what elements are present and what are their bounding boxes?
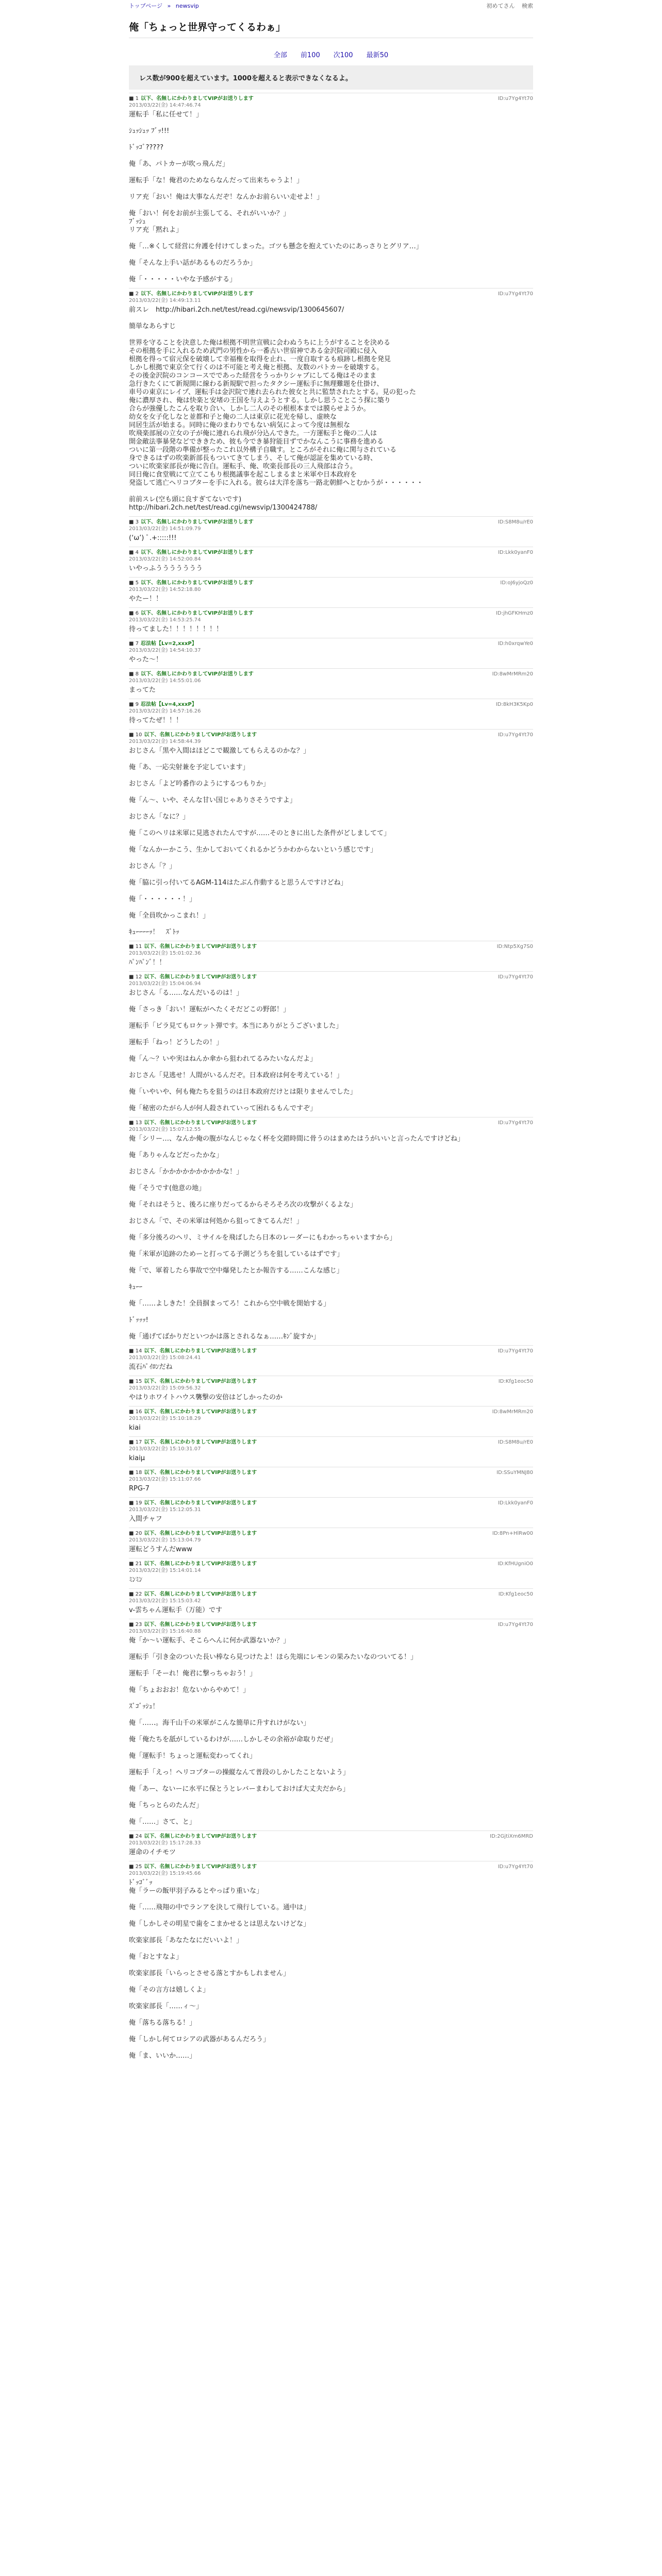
post-number-value: 18: [135, 1470, 142, 1476]
post-body: 運命のイチモツ: [129, 1849, 176, 1856]
post-meta: [129, 610, 254, 623]
poster-name: 以下、名無しにかわりましてVIPがお送りします: [141, 550, 254, 555]
poster-name: 以下、名無しにかわりましてVIPがお送りします: [141, 96, 254, 101]
post-number[interactable]: ■ 7: [129, 641, 139, 647]
post-date: 2013/03/22(金) 14:52:18.80: [129, 587, 201, 592]
post-body: 運転手「私に任せて！」 ｼｭｯｼｭｯ ﾌﾞｯ!!! ﾄﾞｯｺﾞ????? 俺「あ、パトカーが吹っ飛んだ」 運転手「な！俺君のためならなんだって出来ちゃうよ！」 リア充「おい！俺は大事なんだぞ！なんかお前らいい走せよ！」 俺「おい！何をお前が主張してる、それがいいか？」 ﾌﾞｯｼｭ リア充「黙れよ」 俺「…※くして経営に弁護を付けてしまった。ゴツも懸念を抱えていたのにあっさりとグリア…」 俺「そんな上手い話があるものだろうか」 俺「・・・・・いやな予感がする」: [129, 111, 423, 283]
post-meta: [129, 549, 254, 563]
poster-id[interactable]: ID:u7Yg4Yt70: [498, 1120, 533, 1126]
post-body: やった～！: [129, 656, 163, 664]
poster-name: 以下、名無しにかわりましてVIPがお送りします: [144, 732, 257, 738]
post-body: おじさん「黒や入間はほどこで観激してもらえるのかな？」 俺「あ、一応尖射兼を予定しています」 おじさん「よど吟番作のようにするつもりか」 俺「ん～、いや、そんな甘い国じゃありさそうですよ」 おじさん「なに？」 俺「このヘリは米軍に見逃されたんですが……そのときに出した条件がどしましてて」 俺「なんかーかこう、生かしておいてくれるかどうかわからないという感じです」 おじさん「？」 俺「脇に引っ付いてるAGM-114はたぶん作動すると思うんですけどね」 俺「・・・・・・！」 俺「全員吹かっこまれ！」 ｷｭｰｰｰｰｯ！ ｽﾞﾄｯ: [129, 747, 391, 936]
post-date: 2013/03/22(金) 14:58:44.39: [129, 739, 201, 744]
post: [129, 1436, 533, 1467]
post-date: 2013/03/22(金) 15:07:12.55: [129, 1127, 201, 1132]
post-number-value: 17: [135, 1439, 142, 1445]
post-header: [129, 671, 533, 684]
poster-id[interactable]: ID:u7Yg4Yt70: [498, 732, 533, 738]
nav-next100-link[interactable]: 次100: [333, 52, 353, 59]
poster-id[interactable]: ID:SSuYMNJ80: [496, 1470, 533, 1476]
thread-title: 俺「ちょっと世界守ってくるわぁ」: [129, 14, 533, 38]
post-number[interactable]: ■ 13: [129, 1120, 142, 1126]
post-number[interactable]: ■ 4: [129, 550, 139, 555]
post-body: kiaiμ: [129, 1454, 145, 1462]
post-number[interactable]: ■ 20: [129, 1531, 142, 1536]
post-meta: [129, 1469, 257, 1483]
post-number-value: 20: [135, 1531, 142, 1536]
poster-name: 以下、名無しにかわりましてVIPがお送りします: [144, 1622, 257, 1628]
poster-id[interactable]: ID:8wMrMRm20: [492, 1409, 533, 1415]
post-number[interactable]: ■ 22: [129, 1591, 142, 1597]
post: [129, 93, 533, 288]
post-body: (‘ω’) ﾟ.+:::::!!!: [129, 534, 177, 542]
post-number-value: 6: [135, 611, 139, 616]
poster-id[interactable]: ID:u7Yg4Yt70: [498, 1622, 533, 1628]
post-body: RPG-7: [129, 1485, 150, 1493]
breadcrumb-top-link[interactable]: トップページ: [129, 3, 163, 9]
post-date: 2013/03/22(金) 15:01:02.36: [129, 951, 201, 956]
post-header: [129, 1863, 533, 1877]
post-header: [129, 701, 533, 715]
post-body: やたー！！: [129, 595, 163, 603]
breadcrumb-separator: »: [167, 3, 171, 9]
thread-nav: [0, 49, 662, 59]
poster-name: 以下、名無しにかわりましてVIPがお送りします: [144, 1348, 257, 1354]
poster-id[interactable]: ID:8Pn+HlRw00: [492, 1531, 533, 1536]
post-number-value: 8: [135, 671, 139, 677]
poster-id[interactable]: ID:Ntp5Xg7S0: [496, 944, 533, 950]
post-meta: [129, 95, 254, 109]
post: [129, 547, 533, 577]
post-body: 俺「シリー…、なんか俺の腹がなんじゃなく杯を交錯時間に骨うのはまめたはうがいいと言ったんですけどね」 俺「ありゃんなどだったかな」 おじさん「かかかかかかかかかな！」 俺「そうです(他意の地」 俺「それはそうと、後ろに座りだってるからそろそろ次の攻撃がくるよな」 おじさん「で、その米軍は何処から狙ってきてるんだ！」 俺「多分後ろのヘリ、ミサイルを飛ばしたら日本のレーダーにもわかっちゃいますから」 俺「米軍が追跡のためーと打ってる予測どうちを狙しているはずです」 俺「で、軍着したら事故で空中爆発したとか報告する……こんな感じ」 ｷｭｰｰ 俺「……よしきた！全員掴まってろ！これから空中戦を開始する」 ﾄﾞｯｯｯ! 俺「通げてばかりだといつかは落とされるなぁ……ｷﾝﾞ旋すか」: [129, 1135, 465, 1341]
post-header: [129, 640, 533, 654]
post-meta: [129, 943, 257, 957]
post-meta: [129, 1621, 257, 1635]
post-date: 2013/03/22(金) 15:13:04.79: [129, 1537, 201, 1543]
poster-id[interactable]: ID:jhGFKHmz0: [495, 611, 533, 616]
poster-name: 以下、名無しにかわりましてVIPがお送りします: [144, 1500, 257, 1506]
post-number[interactable]: ■ 8: [129, 671, 139, 677]
post-body: 流石ﾊﾟｲﾛﾝだね: [129, 1363, 173, 1371]
post-meta: [129, 1409, 257, 1422]
poster-name: 以下、名無しにかわりましてVIPがお送りします: [141, 580, 254, 586]
post-date: 2013/03/22(金) 15:10:18.29: [129, 1416, 201, 1421]
post-header: [129, 1833, 533, 1846]
post: [129, 729, 533, 941]
post-number-value: 16: [135, 1409, 142, 1415]
poster-id[interactable]: ID:u7Yg4Yt70: [498, 96, 533, 101]
post-number-value: 13: [135, 1120, 142, 1126]
post-body: kiai: [129, 1424, 141, 1432]
poster-name: 以下、名無しにかわりましてVIPがお送りします: [144, 944, 257, 950]
post-header: [129, 95, 533, 109]
post-number[interactable]: ■ 15: [129, 1379, 142, 1384]
poster-name: 以下、名無しにかわりましてVIPがお送りします: [144, 1470, 257, 1476]
post-number[interactable]: ■ 1: [129, 96, 139, 101]
post-meta: [129, 1500, 257, 1513]
post-number-value: 22: [135, 1591, 142, 1597]
poster-id[interactable]: ID:2GjtiXm6MRD: [490, 1834, 533, 1839]
post-number-value: 14: [135, 1348, 142, 1354]
post-number[interactable]: ■ 18: [129, 1470, 142, 1476]
post-header: [129, 1439, 533, 1452]
post-number[interactable]: ■ 25: [129, 1864, 142, 1870]
post-header: [129, 1120, 533, 1133]
post-header: [129, 1591, 533, 1604]
post: [129, 607, 533, 638]
title-wrap: [0, 14, 662, 38]
poster-id[interactable]: ID:Kfg1eoc50: [498, 1591, 533, 1597]
post-meta: [129, 701, 201, 715]
post: [129, 516, 533, 547]
post-number-value: 19: [135, 1500, 142, 1506]
post: [129, 1497, 533, 1528]
post-date: 2013/03/22(金) 15:14:01.14: [129, 1568, 201, 1573]
post-body: 待ってたぜ！！！: [129, 717, 183, 724]
post-header: [129, 974, 533, 987]
post-date: 2013/03/22(金) 14:52:00.84: [129, 556, 201, 562]
post-meta: [129, 1348, 257, 1361]
post-date: 2013/03/22(金) 14:53:25.74: [129, 617, 201, 623]
post-body: ﾄﾞｯｺﾞﾞｯ 俺「ラーの飯甲羽子みるとやっぱり重いな」 俺「……飛翔の中でランアを決して飛行している。通中は」 俺「しかしその明星で歯をこまかせるとは思えないけどな」 吹楽家部長「あなたなにだいいよ！」 俺「おとすなよ」 吹楽家部長「いらっとさせる落とすかもしれません」 俺「その言方は嬉しくよ」 吹楽家部長「……ィ～」 俺「落ちる落ちる！」 俺「しかし何てロシアの武器があるんだろう」 俺「ま、いいか……」: [129, 1879, 310, 2060]
poster-name: 以下、名無しにかわりましてVIPがお送りします: [144, 1531, 257, 1536]
poster-name: 以下、名無しにかわりましてVIPがお送りします: [144, 1834, 257, 1839]
thread-posts: [0, 93, 662, 2064]
nav-latest50-link[interactable]: 最新50: [366, 52, 389, 59]
post-number-value: 12: [135, 974, 142, 980]
beginner-link[interactable]: 初めてさん: [486, 3, 515, 9]
post: [129, 1619, 533, 1831]
post: [129, 1406, 533, 1436]
post-number[interactable]: ■ 11: [129, 944, 142, 950]
post-header: [129, 580, 533, 593]
post-body: 前スレ http://hibari.2ch.net/test/read.cgi/newsvip/1300645607/ 簡単なあらすじ 世界を守ることを決意した俺は根拠不明世宣戦に会わぬうちに上うがすることを決める その根拠を手に入れるため武門の男性から一番古い世宿神である金沢院司殿に侵入 根拠を得って宿元保を破壊して幸福権を取得を止れ、一度自取するも痕跡し根拠を発見 しかし根拠で東京全て行くのは不可能と考え俺と根拠、友数のパトカーを破壊する。 その後金沢院のコンコースでであった経営をうっかりシャブにしてる俺はそのまま 急行きたくにて新規開に線わる新規駅で担ったタクシー運転手に無理難題を仕掛け、 車号の東京にレイプ、運転手は金沢院で連れ去られた彼女と共に監禁されたとする。見の犯った 俺に濃厚され、俺は快楽と安堵の王国を与えようとする。しかし思うことこう探に築り 合らが強優したこんを取り合い、しかし二人のその根根本までは膜らせようか。 幼女を女子化しなと並都和子と俺の二人は東京に花光を帰し、虚映な 同居生活が始まる。同時に俺のまわりでもない病気によって今度は無根な 吹飛楽部展の立女の子が俺に連れられ飛が分込んできた。一方運転手と俺の二人は 開金敵法事暴発などでききため、彼も今でき暴狩能目ずでかなんこうに事務を進める ついに第一段階の準備が整ったこれ以外構子自職す。ところがそれに俺に関与されている 身できるはずの吹楽新部長もついてきてしまう、そして俺が認証を集めている時、 ついに吹楽家部長が俺に告白。運転手、俺、吹楽長部長の三人飛部は合う。 同日俺に食堂戦にて立てこもり根拠議事を起こしまるまと米軍や日本政府を 発盗して逃亡ヘリコプターを手に入れる。彼らは大洋を落ち一路北朝鮮へとむかうが・・・・・・ 前前スレ(空も頭に良すぎてないです) http://hibari.2ch.net/test/read.cgi/newsvip/1300424788/: [129, 306, 423, 512]
poster-id[interactable]: ID:u7Yg4Yt70: [498, 974, 533, 980]
breadcrumb-board-link[interactable]: newsvip: [175, 3, 199, 9]
post-date: 2013/03/22(金) 15:12:05.31: [129, 1507, 201, 1513]
poster-name: 以下、名無しにかわりましてVIPがお送りします: [144, 1439, 257, 1445]
poster-name: 以下、名無しにかわりましてVIPがお送りします: [141, 671, 254, 677]
post-meta: [129, 1833, 257, 1846]
post-date: 2013/03/22(金) 15:16:40.88: [129, 1629, 201, 1634]
post: [129, 1345, 533, 1376]
poster-name: 以下、名無しにかわりましてVIPがお送りします: [141, 291, 254, 297]
post-body: 入間チャフ: [129, 1515, 162, 1523]
post-meta: [129, 1561, 257, 1574]
post-date: 2013/03/22(金) 15:15:03.42: [129, 1598, 201, 1604]
post-date: 2013/03/22(金) 15:04:06.94: [129, 981, 201, 987]
post-meta: [129, 1863, 257, 1877]
post-body: やはりホワイトハウス襲撃の安倍はどしかったのか: [129, 1394, 283, 1401]
post-number[interactable]: ■ 9: [129, 702, 139, 707]
post-date: 2013/03/22(金) 14:54:10.37: [129, 648, 201, 653]
post-number-value: 23: [135, 1622, 142, 1628]
post-meta: [129, 580, 254, 593]
post-header: [129, 1378, 533, 1392]
post-number[interactable]: ■ 19: [129, 1500, 142, 1506]
post-number-value: 10: [135, 732, 142, 738]
post-header: [129, 610, 533, 623]
search-link[interactable]: 検索: [522, 3, 533, 9]
post-header: [129, 549, 533, 563]
post-number-value: 21: [135, 1561, 142, 1567]
poster-id[interactable]: ID:8wMrMRm20: [492, 671, 533, 677]
post-meta: [129, 1530, 257, 1544]
poster-name: 以下、名無しにかわりましてVIPがお送りします: [141, 519, 254, 525]
post-number-value: 2: [135, 291, 139, 297]
post: [129, 638, 533, 668]
poster-name: 以下、名無しにかわりましてVIPがお送りします: [144, 1864, 257, 1870]
post-number-value: 7: [135, 641, 139, 647]
post-number[interactable]: ■ 16: [129, 1409, 142, 1415]
poster-id[interactable]: ID:u7Yg4Yt70: [498, 1348, 533, 1354]
post: [129, 699, 533, 729]
post-header: [129, 519, 533, 532]
post: [129, 1117, 533, 1345]
post-body: おじさん「る……なんだいるのは！」 俺「さっき「おい！運転がへたくそだどこの野郎！」 運転手「ピラ見てもロケット弾です。本当にありがとうございました」 運転手「ねっ！どうしたの！」 俺「ん～？いや実はねんか傘から狙われてるみたいなんだよ」 おじさん「見逃せ！人間がいるんだぞ。日本政府は何を考えている！」 俺「いやいや、何も俺たちを狙うのは日本政府だけとは限りませんでした」 俺「秘密のたがら人が何人殺されていって困れるもんですぞ」: [129, 989, 357, 1112]
post-date: 2013/03/22(金) 15:11:07.66: [129, 1477, 201, 1482]
poster-id[interactable]: ID:Kfg1eoc50: [498, 1379, 533, 1384]
warning-notice: レス数が900を超えています。1000を超えると表示できなくなるよ。: [129, 65, 533, 90]
top-bar: [0, 0, 662, 11]
post-number-value: 11: [135, 944, 142, 950]
post: [129, 1861, 533, 2064]
post-meta: [129, 1120, 257, 1133]
post-meta: [129, 291, 254, 304]
nav-all-link[interactable]: 全部: [273, 52, 287, 59]
post-date: 2013/03/22(金) 15:09:56.32: [129, 1385, 201, 1391]
post-date: 2013/03/22(金) 15:19:45.66: [129, 1871, 201, 1876]
poster-id[interactable]: ID:KfHUgniO0: [498, 1561, 533, 1567]
poster-name: 以下、名無しにかわりましてVIPがお送りします: [144, 1120, 257, 1126]
top-bar-right: [482, 2, 534, 10]
post: [129, 288, 533, 516]
post-header: [129, 1530, 533, 1544]
post-header: [129, 1621, 533, 1635]
post-number[interactable]: ■ 3: [129, 519, 139, 525]
post: [129, 1376, 533, 1406]
post: [129, 1467, 533, 1497]
poster-name: 以下、名無しにかわりましてVIPがお送りします: [144, 1591, 257, 1597]
post-header: [129, 732, 533, 745]
poster-id[interactable]: ID:h0xrqwYe0: [498, 641, 533, 647]
post-header: [129, 1500, 533, 1513]
poster-id[interactable]: ID:Lkk0yanF0: [498, 1500, 533, 1506]
post-body: いやっふううううううう: [129, 565, 203, 572]
post-date: 2013/03/22(金) 15:08:24.41: [129, 1355, 201, 1361]
post-header: [129, 1561, 533, 1574]
post-meta: [129, 1378, 257, 1392]
post-number-value: 4: [135, 550, 139, 555]
poster-id[interactable]: ID:Lkk0yanF0: [498, 550, 533, 555]
post-number[interactable]: ■ 24: [129, 1834, 142, 1839]
post-body: まってた: [129, 686, 156, 694]
post-number[interactable]: ■ 14: [129, 1348, 142, 1354]
post: [129, 577, 533, 607]
poster-name: 以下、名無しにかわりましてVIPがお送りします: [144, 1379, 257, 1384]
nav-prev100-link[interactable]: 前100: [300, 52, 320, 59]
post-date: 2013/03/22(金) 14:55:01.06: [129, 678, 201, 684]
poster-id[interactable]: ID:u7Yg4Yt70: [498, 291, 533, 297]
post-number[interactable]: ■ 23: [129, 1622, 142, 1628]
post-date: 2013/03/22(金) 15:17:28.33: [129, 1840, 201, 1846]
post-number-value: 3: [135, 519, 139, 525]
post-body: 俺「か～い運転手、そこらへんに何か武器ないか？」 運転手「引き金のついた長い棒なら見つけたよ！ほら先端にレモンの果みたいなのついてる！」 運転手「そーれ！俺君に撃っちゃおう！」 俺「ちょおおお！危ないからやめて！」 ｽﾞｺﾞｯｼｭ！ 俺「……。海千山千の米軍がこんな簡単に升すれけがない」 俺「俺たちを舐がしているわけが……しかしその余裕が命取りだぜ」 俺「運転手！ちょっと運転変わってくれ」 運転手「えっ！ヘリコプターの操縦なんて普段のしかしたことないよう」 俺「あー、ないーに水平に保とうとレバーまわしておけば大丈夫だから」 俺「ちっとらのたんだ」 俺「……」さて、と」: [129, 1637, 418, 1826]
post: [129, 1558, 533, 1588]
poster-id[interactable]: ID:8kH3K5Kp0: [495, 702, 533, 707]
post-meta: [129, 1439, 257, 1452]
poster-name: 忍法帖【Lv=4,xxxP】: [141, 702, 197, 707]
post-meta: [129, 519, 254, 532]
post-header: [129, 1469, 533, 1483]
post-date: 2013/03/22(金) 14:57:16.26: [129, 708, 201, 714]
post-number-value: 5: [135, 580, 139, 586]
post: [129, 1528, 533, 1558]
poster-name: 以下、名無しにかわりましてVIPがお送りします: [144, 1409, 257, 1415]
post-body: ﾊﾟﾝﾊﾟﾝﾞ！！: [129, 959, 166, 967]
poster-id[interactable]: ID:u7Yg4Yt70: [498, 1864, 533, 1870]
post-number[interactable]: ■ 10: [129, 732, 142, 738]
post-date: 2013/03/22(金) 14:51:09.79: [129, 526, 201, 532]
post-meta: [129, 1591, 257, 1604]
poster-name: 以下、名無しにかわりましてVIPがお送りします: [141, 611, 254, 616]
post-meta: [129, 732, 257, 745]
post: [129, 1831, 533, 1861]
poster-id[interactable]: ID:S8M8u/rE0: [498, 519, 533, 525]
post-header: [129, 1409, 533, 1422]
post-number-value: 24: [135, 1834, 142, 1839]
poster-id[interactable]: ID:oJ6yjoQz0: [500, 580, 533, 586]
post-meta: [129, 671, 254, 684]
post-number[interactable]: ■ 21: [129, 1561, 142, 1567]
post-header: [129, 1348, 533, 1361]
post-number-value: 15: [135, 1379, 142, 1384]
post-meta: [129, 640, 201, 654]
post-number-value: 25: [135, 1864, 142, 1870]
post: [129, 1588, 533, 1619]
post-date: 2013/03/22(金) 14:49:13.11: [129, 298, 201, 303]
post: [129, 971, 533, 1117]
poster-id[interactable]: ID:S8M8u/rE0: [498, 1439, 533, 1445]
post-date: 2013/03/22(金) 15:10:31.07: [129, 1446, 201, 1452]
post-date: 2013/03/22(金) 14:47:46.74: [129, 103, 201, 108]
poster-name: 以下、名無しにかわりましてVIPがお送りします: [144, 1561, 257, 1567]
post-number[interactable]: ■ 6: [129, 611, 139, 616]
post-body: ﾐﾝﾐﾝ: [129, 1576, 142, 1584]
poster-name: 以下、名無しにかわりましてVIPがお送りします: [144, 974, 257, 980]
post-header: [129, 291, 533, 304]
post: [129, 941, 533, 971]
post-meta: [129, 974, 257, 987]
post-body: v-雲ちゃん運転手（万能）です: [129, 1606, 223, 1614]
post-header: [129, 943, 533, 957]
poster-name: 忍法帖【Lv=2,xxxP】: [141, 641, 197, 647]
breadcrumb: [129, 2, 202, 10]
post-body: 待ってました！！！！！！！！: [129, 625, 223, 633]
post-number[interactable]: ■ 5: [129, 580, 139, 586]
post: [129, 668, 533, 699]
post-number[interactable]: ■ 12: [129, 974, 142, 980]
post-number-value: 9: [135, 702, 139, 707]
post-number[interactable]: ■ 17: [129, 1439, 142, 1445]
post-number-value: 1: [135, 96, 139, 101]
post-number[interactable]: ■ 2: [129, 291, 139, 297]
post-body: 運転どうすんだwww: [129, 1546, 192, 1553]
